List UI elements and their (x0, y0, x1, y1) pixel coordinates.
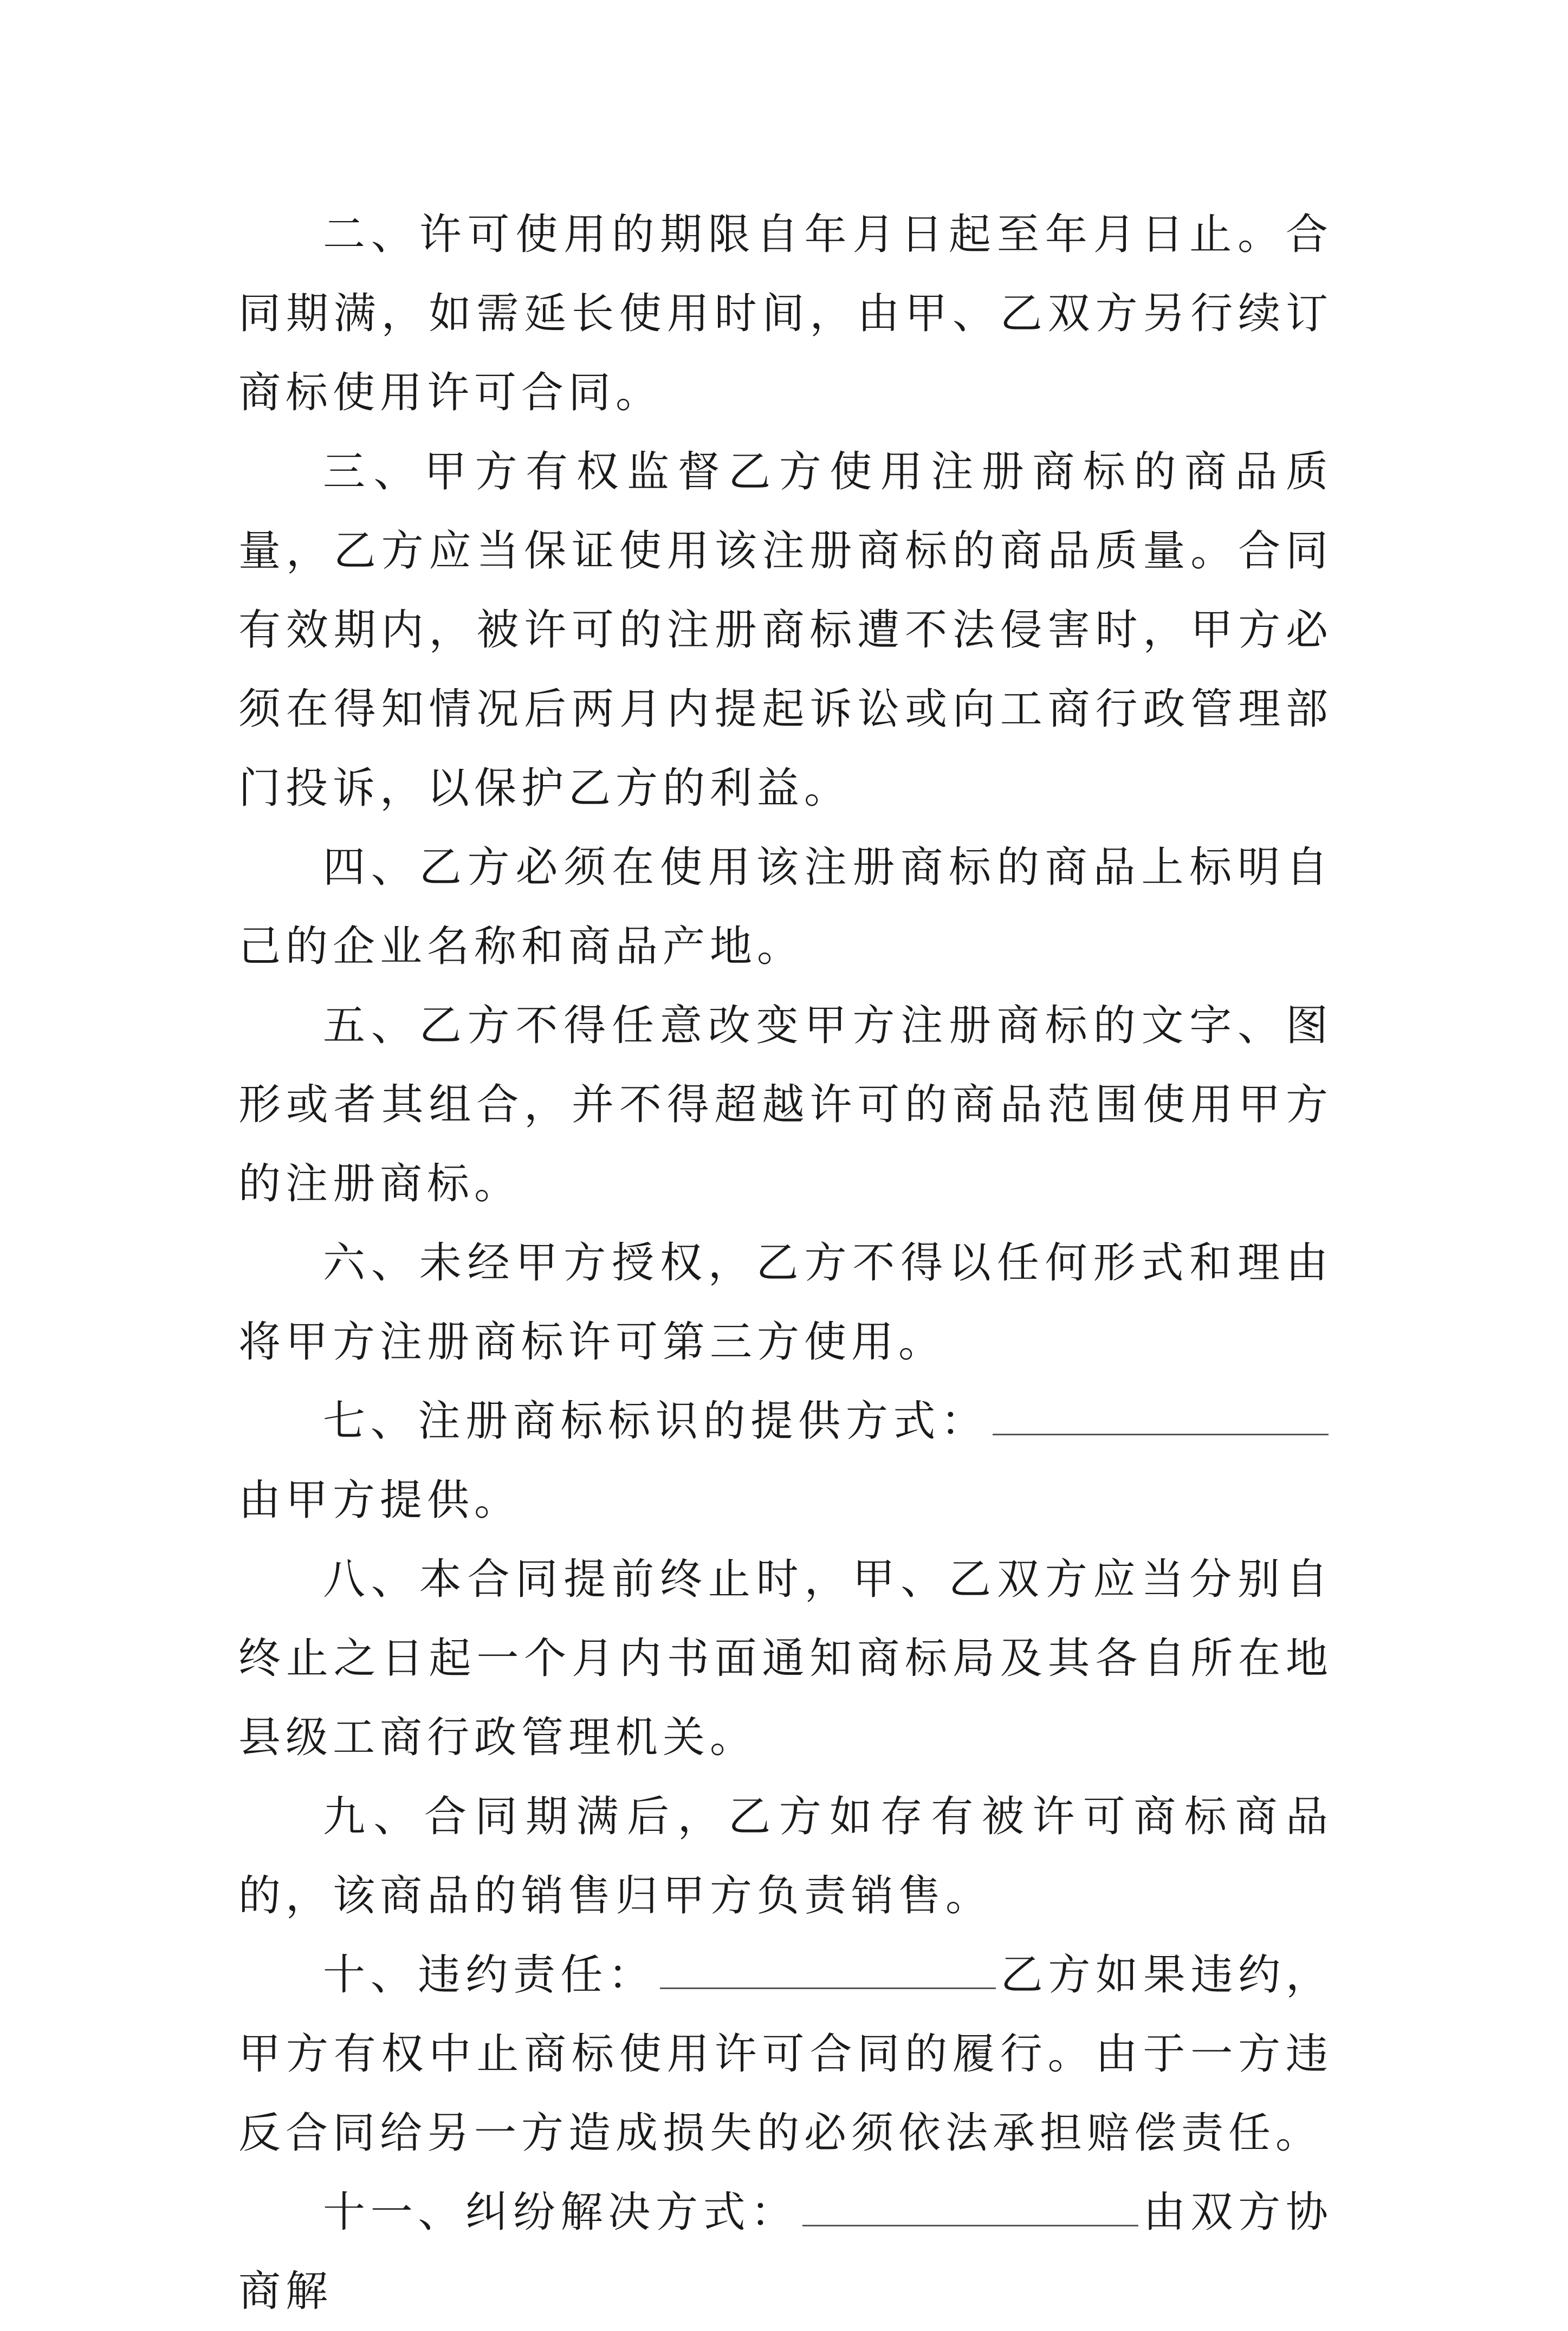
clause-10-text-after: 乙方如果违约，甲方有权中止商标使用许可合同的履行。由于一方违反合同给另一方造成损失的必须依法承担赔偿责任。 (238, 1951, 1333, 2158)
clause-5 (238, 986, 1333, 1223)
clause-4-text: 四、乙方必须在使用该注册商标的商品上标明自己的企业名称和商品产地。 (238, 843, 1333, 971)
clause-11-text-before: 十一、纠纷解决方式： (323, 2188, 799, 2237)
clause-6 (238, 1223, 1333, 1382)
clause-11 (238, 2173, 1333, 2331)
fill-in-blank (660, 1986, 996, 1989)
clause-10-text-before: 十、违约责任： (323, 1951, 656, 1999)
clause-11-text-after: 由双方协商解 (238, 2188, 1333, 2316)
clause-5-text: 五、乙方不得任意改变甲方注册商标的文字、图形或者其组合，并不得超越许可的商品范围使用甲方的注册商标。 (238, 1001, 1333, 1208)
clause-2-text: 二、许可使用的期限自年月日起至年月日止。合同期满，如需延长使用时间，由甲、乙双方另行续订商标使用许可合同。 (238, 210, 1333, 417)
fill-in-blank (993, 1433, 1329, 1435)
clause-8-text: 八、本合同提前终止时，甲、乙双方应当分别自终止之日起一个月内书面通知商标局及其各自所在地县级工商行政管理机关。 (238, 1555, 1333, 1762)
clause-2 (238, 195, 1333, 432)
clause-4 (238, 828, 1333, 986)
fill-in-blank (802, 2224, 1138, 2226)
clause-9-text: 九、合同期满后，乙方如存有被许可商标商品的，该商品的销售归甲方负责销售。 (238, 1792, 1333, 1920)
clause-7-text-before: 七、注册商标标识的提供方式： (323, 1397, 988, 1446)
clause-8 (238, 1540, 1333, 1777)
clause-3 (238, 432, 1333, 828)
contract-body (238, 195, 1333, 2331)
clause-6-text: 六、未经甲方授权，乙方不得以任何形式和理由将甲方注册商标许可第三方使用。 (238, 1239, 1333, 1367)
clause-9 (238, 1777, 1333, 1935)
clause-3-text: 三、甲方有权监督乙方使用注册商标的商品质量，乙方应当保证使用该注册商标的商品质量。合同有效期内，被许可的注册商标遭不法侵害时，甲方必须在得知情况后两月内提起诉讼或向工商行政管理部门投诉，以保护乙方的利益。 (238, 448, 1333, 813)
clause-10 (238, 1935, 1333, 2173)
clause-7-text-after: 由甲方提供。 (238, 1476, 522, 1525)
clause-7 (238, 1382, 1333, 1540)
